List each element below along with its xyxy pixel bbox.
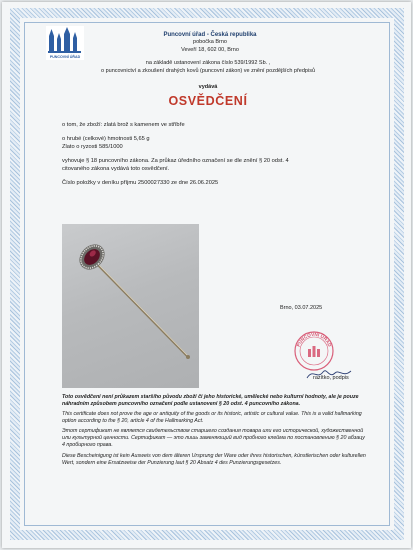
note-russian: Этот сертификат не является свидетельством старшего создания товара или его исторической, художественной или культурной ценности. Сертификат — это лишь заменяющий вид пробного клейма по постановлению § 20 абзацу 4 пробирного права. xyxy=(62,428,365,449)
legal-line-1: na základě ustanovení zákona číslo 539/1992 Sb. , xyxy=(145,60,271,66)
compliance-line-1: vyhovuje § 18 puncovního zákona. Za průkaz úředního označení se dle znění § 20 odst. 4 xyxy=(62,158,289,164)
issues-label: vydává xyxy=(198,84,218,90)
note-english: This certificate does not prove the age or antiquity of the goods or its historic, artistic or cultural value. This is a valid hallmarking option according to the § 20, article 4 of the Hallmarking Act. xyxy=(62,411,362,425)
gold-fineness: Zlato o ryzosti 585/1000 xyxy=(62,144,123,150)
disclaimer-notes xyxy=(62,394,367,470)
branch-name: pobočka Brno xyxy=(193,39,227,45)
item-photo xyxy=(62,224,199,388)
legal-basis xyxy=(40,59,376,75)
place-and-date: Brno, 03.07.2025 xyxy=(280,305,323,311)
goods-description: o tom, že zboží: zlatá brož s kamenem ve stříbře xyxy=(62,122,185,128)
office-name: Puncovní úřad - Česká republika xyxy=(163,32,257,38)
stamp-text: PUNCOVNÍ ÚŘAD xyxy=(295,331,333,348)
note-czech: Toto osvědčení není průkazem staršího původu zboží či jeho historické, umělecké nebo kulturní hodnoty, ale je pouze náhradním způsobem puncovního označení podle ustanovení § 20 odst. 4 puncovního zákona. xyxy=(62,394,359,407)
gross-weight: o hrubé (celkové) hmotnosti 5,65 g xyxy=(62,136,150,142)
signature-label: razítko, podpis xyxy=(313,375,349,381)
record-number: Číslo položky v deníku příjmu 2500027330 ze dne 26.06.2025 xyxy=(62,180,219,186)
note-german: Diese Bescheinigung ist kein Ausweis von dem älteren Ursprung der Ware oder ihres historischen, künstlerischen oder kulturellen Wert, sondern eine Ersatzweise der Punzierung laut § 20 Absatz 4 des Punzierungsgesetzes. xyxy=(62,452,366,466)
certificate-title: OSVĚDČENÍ xyxy=(168,94,248,108)
svg-text:PUNCOVNÍ ÚŘAD: PUNCOVNÍ ÚŘAD xyxy=(49,55,81,59)
office-address: Veveří 18, 602 00, Brno xyxy=(181,46,239,53)
issuer-header xyxy=(60,31,360,54)
brooch-pin-image xyxy=(62,224,199,388)
certificate-body xyxy=(62,121,362,193)
legal-line-2: o puncovnictví a zkoušení drahých kovů (puncovní zákon) ve znění pozdějších předpisů xyxy=(100,68,315,74)
compliance-line-2: citovaného zákona vydává toto osvědčení. xyxy=(62,166,170,172)
